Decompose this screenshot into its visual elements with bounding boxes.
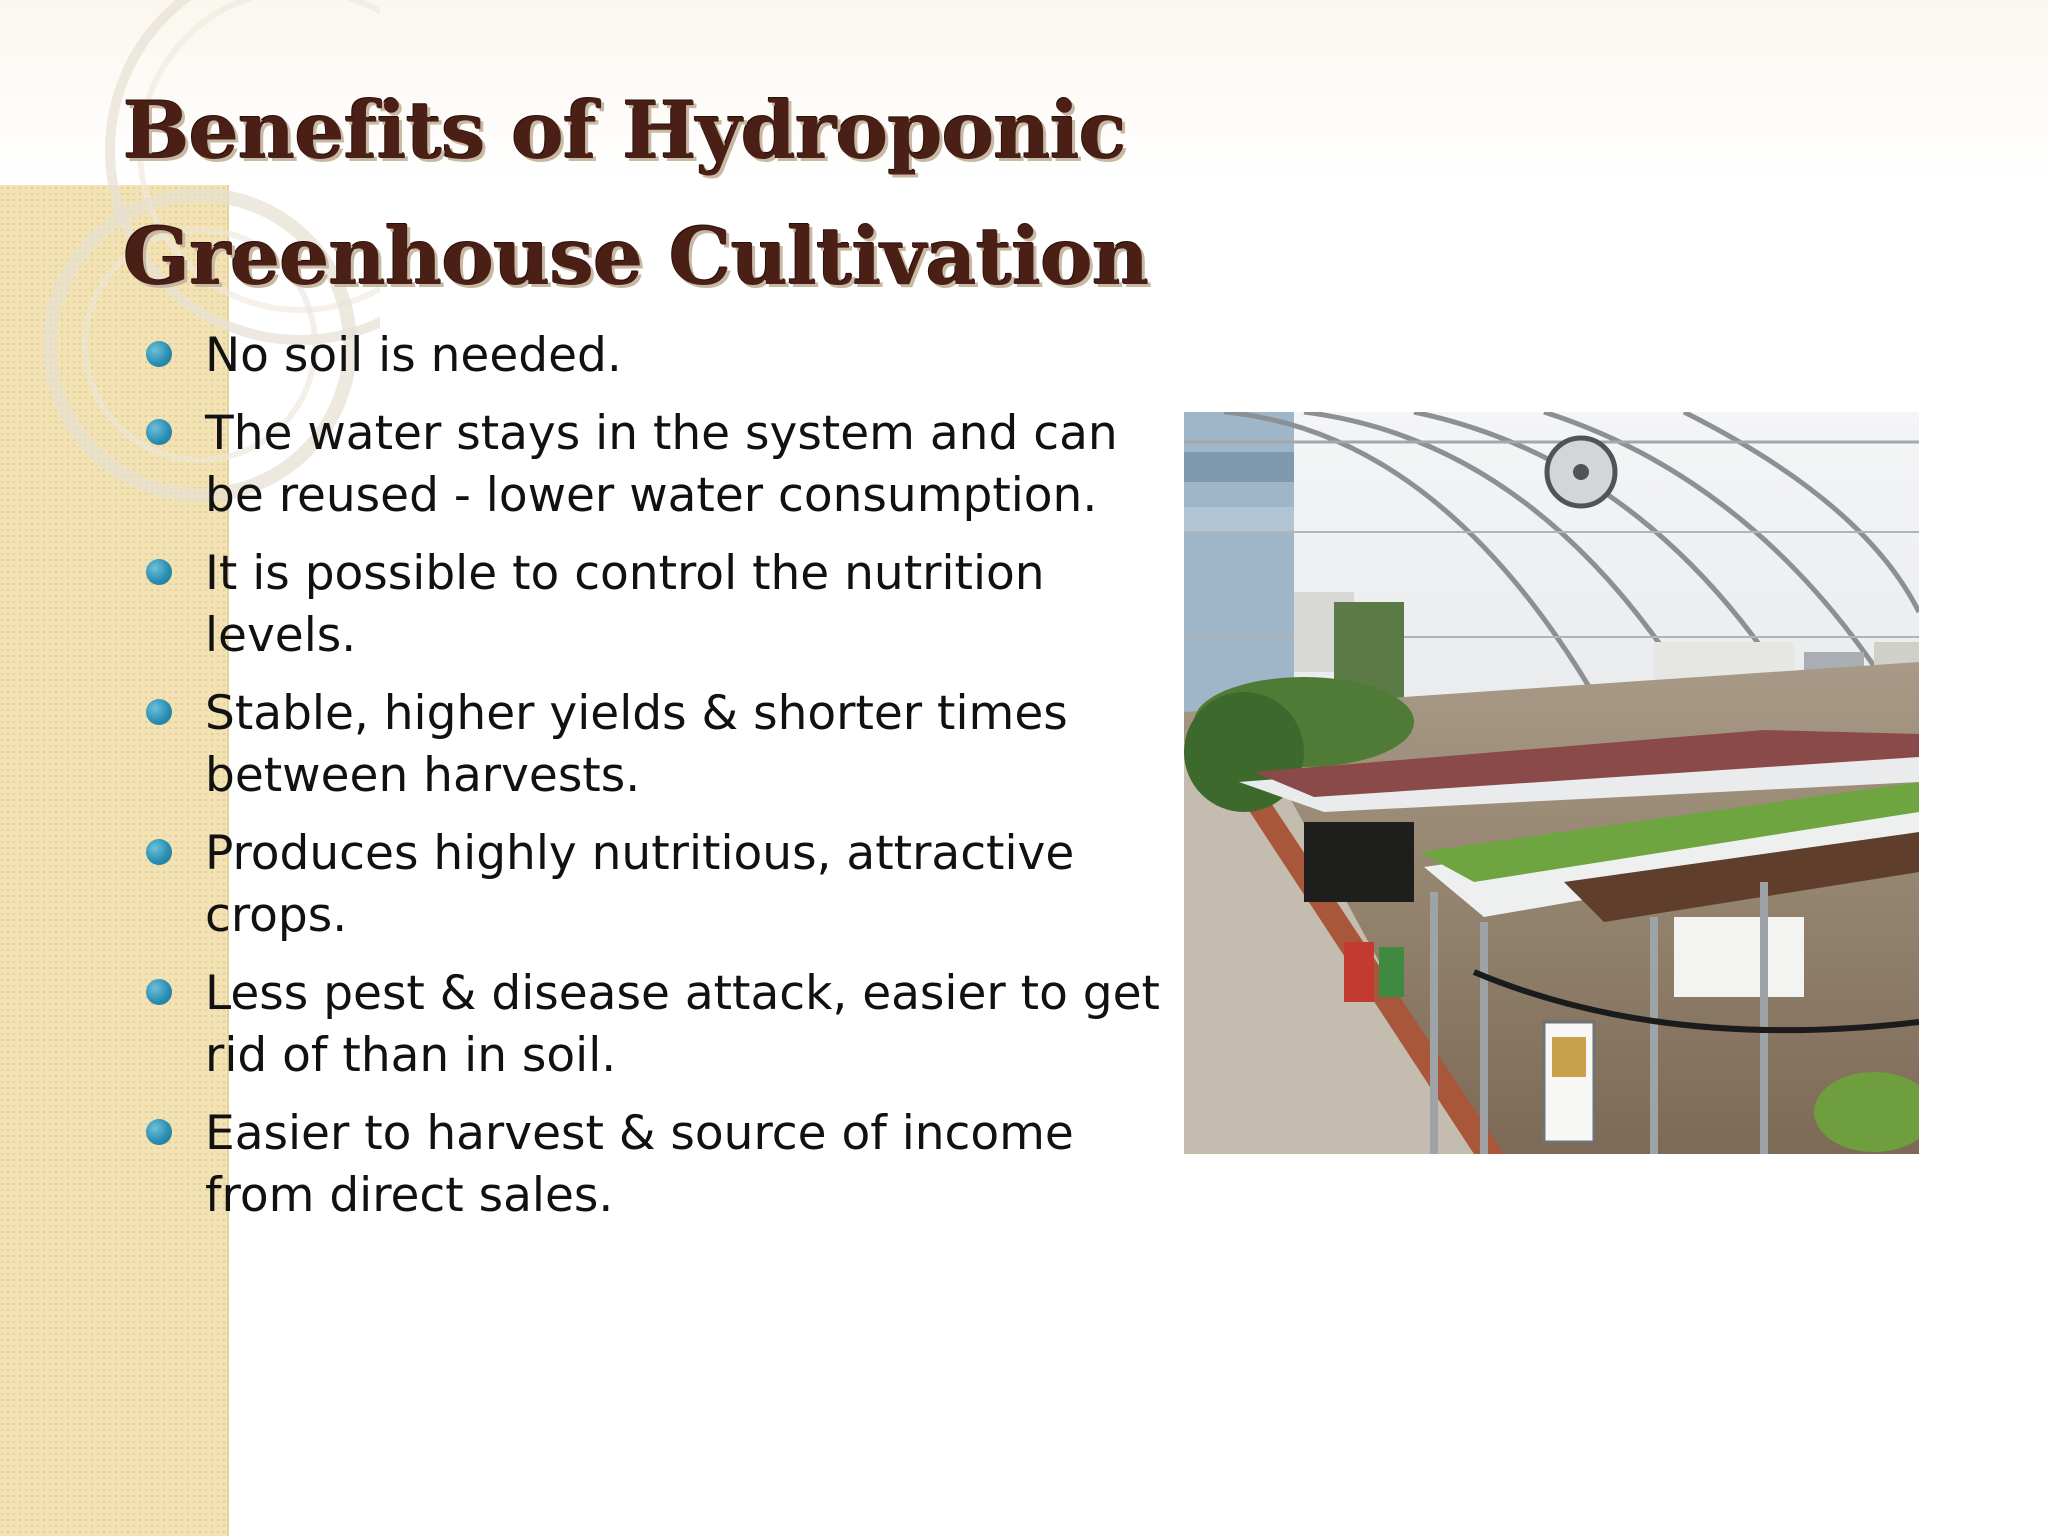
bullet-dot-icon [146,979,172,1005]
bullet-dot-icon [146,341,172,367]
list-item [142,1103,1182,1227]
list-item [142,325,1182,387]
bullet-text: Produces highly nutritious, attractive crops. [205,826,1075,943]
bullet-dot-icon [146,839,172,865]
slide-title-line-1: Benefits of Hydroponic [123,84,1126,177]
list-item [142,823,1182,947]
list-item [142,403,1182,527]
bullet-text: Less pest & disease attack, easier to get rid of than in soil. [205,966,1160,1083]
list-item [142,963,1182,1087]
bullet-text: Easier to harvest & source of income from direct sales. [205,1106,1074,1223]
slide-title-line-2: Greenhouse Cultivation [123,210,1149,303]
bullet-dot-icon [146,699,172,725]
greenhouse-photo [1184,412,1919,1154]
list-item [142,683,1182,807]
bullet-text: It is possible to control the nutrition levels. [205,546,1045,663]
bullet-text: No soil is needed. [205,328,622,383]
slide-title [123,68,1173,320]
bullet-dot-icon [146,419,172,445]
bullet-dot-icon [146,1119,172,1145]
bullet-text: Stable, higher yields & shorter times between harvests. [205,686,1068,803]
bullet-text: The water stays in the system and can be reused - lower water consumption. [205,406,1118,523]
benefits-list [142,325,1182,1243]
bullet-dot-icon [146,559,172,585]
list-item [142,543,1182,667]
